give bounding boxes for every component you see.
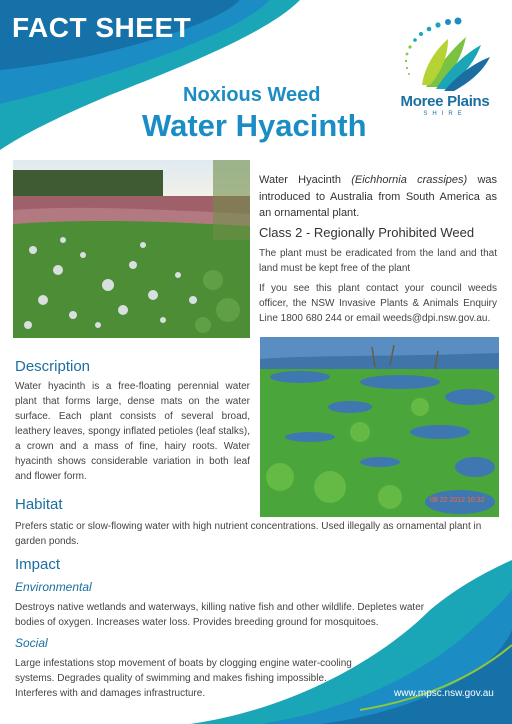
page-subtitle: Noxious Weed (183, 84, 321, 106)
logo-subtitle: SHIRE (423, 111, 467, 117)
wetland-photo (260, 337, 499, 517)
intro-text: was introduced to Australia from South America as an ornamental plant. (259, 174, 497, 219)
scientific-name: (Eichhornia crassipes) (351, 174, 468, 186)
habitat-text: Prefers static or slow-flowing water with high nutrient concentrations. Used illegally as ornamental plant in garden ponds. (15, 521, 482, 547)
social-text: Large infestations stop movement of boats by clogging engine water-cooling systems. Degrades quality of swimming and makes fishing impossible. Interferes with and damages infrastructure. (15, 658, 352, 699)
fact-sheet-banner: FACT SHEET (12, 12, 192, 43)
logo-name: Moree Plains (400, 93, 490, 110)
description-text: Water hyacinth is a free-floating perennial water plant that forms large, dense mats on the water surface. Each plant consists of several broad, leathery leaves, spongy inflated petioles (leaf stalks), a crown and a mass of fine, hairy roots. Water hyacinth shows considerable variation in both leaf and flower form. (15, 381, 250, 482)
page-title: Water Hyacinth (142, 108, 367, 143)
classification-heading: Class 2 - Regionally Prohibited Weed (259, 225, 475, 240)
water-hyacinth-photo (13, 160, 250, 338)
intro-paragraph (259, 172, 497, 222)
moree-plains-logo-icon (386, 15, 496, 95)
habitat-heading: Habitat (15, 496, 63, 513)
contact-text: If you see this plant contact your council weeds officer, the NSW Invasive Plants & Animals Enquiry Line 1800 680 244 or email weeds@dpi.nsw.gov.au. (259, 283, 497, 324)
impact-heading: Impact (15, 556, 61, 573)
environmental-text: Destroys native wetlands and waterways, killing native fish and other wildlife. Depletes water bodies of oxygen. Increases water loss. Provides breeding ground for mosquitoes. (15, 602, 425, 628)
photo-timestamp: 08 22 2012 10:32 (430, 497, 485, 504)
common-name: Water Hyacinth (259, 174, 341, 186)
environmental-heading: Environmental (15, 580, 92, 594)
website-link[interactable]: www.mpsc.nsw.gov.au (394, 688, 494, 699)
description-heading: Description (15, 358, 91, 375)
social-heading: Social (15, 636, 48, 650)
classification-text: The plant must be eradicated from the land and that land must be kept free of the plant (259, 248, 497, 274)
